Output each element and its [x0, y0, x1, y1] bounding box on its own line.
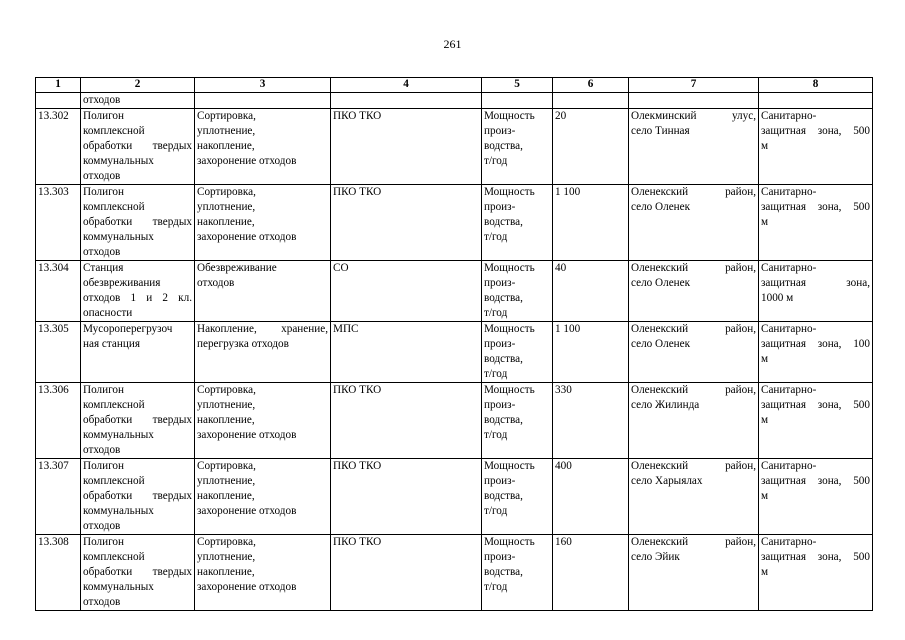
activity-cell	[195, 322, 331, 383]
location-cell	[629, 535, 759, 611]
cell-line: Санитарно-	[761, 460, 817, 472]
cell-line: Сортировка,	[197, 186, 256, 198]
cell-line: захоронение отходов	[197, 581, 297, 593]
cell-line: т/год	[484, 307, 508, 319]
cell-line: Оленекский район,	[631, 460, 756, 472]
activity-cell	[195, 261, 331, 322]
capacity-cell	[482, 383, 553, 459]
zone-cell	[759, 185, 873, 261]
cell-line: отходов	[83, 246, 121, 258]
capacity-cell	[482, 459, 553, 535]
cell-line: м	[761, 140, 769, 152]
cell-line: Оленекский район,	[631, 384, 756, 396]
location-cell	[629, 383, 759, 459]
column-header: 5	[482, 78, 553, 93]
table-row	[36, 383, 873, 459]
cell-line: коммунальных	[83, 155, 154, 167]
table-cell	[759, 93, 873, 109]
cell-line: коммунальных	[83, 505, 154, 517]
zone-cell	[759, 322, 873, 383]
activity-cell	[195, 535, 331, 611]
cell-line: ная станция	[83, 338, 140, 350]
object-type-cell: ПКО ТКО	[331, 535, 482, 611]
cell-line: защитная зона, 500	[761, 125, 870, 137]
cell-line: накопление,	[197, 414, 255, 426]
column-header: 1	[36, 78, 81, 93]
activity-cell	[195, 459, 331, 535]
cell-line: водства,	[484, 414, 523, 426]
cell-line: Мощность	[484, 323, 535, 335]
cell-line: село Харыялах	[631, 475, 703, 487]
location-cell	[629, 322, 759, 383]
cell-line: накопление,	[197, 216, 255, 228]
column-header: 8	[759, 78, 873, 93]
cell-line: Станция	[83, 262, 124, 274]
cell-line: Накопление, хранение,	[197, 323, 328, 335]
cell-line: Сортировка,	[197, 460, 256, 472]
cell-line: Мусороперегрузоч	[83, 323, 173, 335]
object-type-cell: ПКО ТКО	[331, 185, 482, 261]
capacity-cell	[482, 261, 553, 322]
cell-line: опасности	[83, 307, 133, 319]
cell-line: защитная зона, 500	[761, 475, 870, 487]
cell-line: водства,	[484, 353, 523, 365]
table-row	[36, 185, 873, 261]
cell-line: Мощность	[484, 536, 535, 548]
object-type-cell: МПС	[331, 322, 482, 383]
cell-line: Сортировка,	[197, 536, 256, 548]
cell-line: захоронение отходов	[197, 429, 297, 441]
cell-line: уплотнение,	[197, 125, 256, 137]
object-name-cell	[81, 185, 195, 261]
cell-line: произ-	[484, 551, 516, 563]
page-number: 261	[443, 37, 462, 51]
cell-line: захоронение отходов	[197, 505, 297, 517]
capacity-value-cell: 40	[553, 261, 629, 322]
cell-line: Олекминский улус,	[631, 110, 756, 122]
cell-line: захоронение отходов	[197, 231, 297, 243]
cell-line: отходов	[83, 170, 121, 182]
table-row	[36, 459, 873, 535]
cell-line: обработки твердых	[83, 566, 192, 578]
cell-line: накопление,	[197, 566, 255, 578]
cell-line: Мощность	[484, 460, 535, 472]
cell-line: Санитарно-	[761, 384, 817, 396]
table-row	[36, 322, 873, 383]
cell-line: Мощность	[484, 186, 535, 198]
capacity-cell	[482, 109, 553, 185]
object-type-cell: СО	[331, 261, 482, 322]
cell-line: Полигон	[83, 186, 124, 198]
capacity-cell	[482, 535, 553, 611]
cell-line: Мощность	[484, 262, 535, 274]
column-header: 6	[553, 78, 629, 93]
cell-line: Полигон	[83, 110, 124, 122]
cell-line: захоронение отходов	[197, 155, 297, 167]
cell-line: произ-	[484, 201, 516, 213]
activity-cell	[195, 109, 331, 185]
cell-line: произ-	[484, 399, 516, 411]
table-row	[36, 109, 873, 185]
cell-line: произ-	[484, 277, 516, 289]
cell-line: Санитарно-	[761, 186, 817, 198]
location-cell	[629, 261, 759, 322]
cell-line: уплотнение,	[197, 201, 256, 213]
cell-line: обезвреживания	[83, 277, 161, 289]
zone-cell	[759, 535, 873, 611]
cell-line: отходов	[83, 444, 121, 456]
activity-cell	[195, 185, 331, 261]
row-number-cell: 13.302	[36, 109, 81, 185]
cell-line: комплексной	[83, 399, 145, 411]
cell-line: комплексной	[83, 125, 145, 137]
row-number-cell: 13.307	[36, 459, 81, 535]
cell-line: водства,	[484, 292, 523, 304]
activity-cell	[195, 383, 331, 459]
cell-line: Санитарно-	[761, 262, 817, 274]
column-header: 2	[81, 78, 195, 93]
cell-line: уплотнение,	[197, 475, 256, 487]
cell-line: произ-	[484, 338, 516, 350]
object-name-cell	[81, 459, 195, 535]
capacity-cell	[482, 322, 553, 383]
object-name-cell	[81, 383, 195, 459]
cell-line: т/год	[484, 368, 508, 380]
capacity-value-cell: 160	[553, 535, 629, 611]
table-row	[36, 261, 873, 322]
object-name-cell	[81, 109, 195, 185]
cell-line: обработки твердых	[83, 490, 192, 502]
cell-line: обработки твердых	[83, 140, 192, 152]
object-type-cell: ПКО ТКО	[331, 109, 482, 185]
cell-line: т/год	[484, 155, 508, 167]
location-cell	[629, 185, 759, 261]
cell-line: м	[761, 566, 769, 578]
cell-line: водства,	[484, 566, 523, 578]
cell-line: коммунальных	[83, 581, 154, 593]
row-number-cell: 13.305	[36, 322, 81, 383]
cell-line: Оленекский район,	[631, 536, 756, 548]
cell-line: м	[761, 216, 769, 228]
cell-line: Сортировка,	[197, 110, 256, 122]
cell-line: т/год	[484, 231, 508, 243]
cell-line: Санитарно-	[761, 110, 817, 122]
carryover-row	[36, 93, 873, 109]
zone-cell	[759, 459, 873, 535]
object-type-cell: ПКО ТКО	[331, 459, 482, 535]
cell-line: комплексной	[83, 551, 145, 563]
cell-line: комплексной	[83, 201, 145, 213]
column-header: 4	[331, 78, 482, 93]
cell-line: отходов	[83, 520, 121, 532]
cell-line: произ-	[484, 475, 516, 487]
cell-line: защитная зона, 500	[761, 551, 870, 563]
cell-line: комплексной	[83, 475, 145, 487]
cell-line: перегрузка отходов	[197, 338, 289, 350]
object-name-cell	[81, 535, 195, 611]
cell-line: м	[761, 353, 769, 365]
cell-line: Оленекский район,	[631, 262, 756, 274]
cell-line: накопление,	[197, 140, 255, 152]
cell-line: водства,	[484, 140, 523, 152]
cell-line: водства,	[484, 490, 523, 502]
table-cell	[482, 93, 553, 109]
object-type-cell: ПКО ТКО	[331, 383, 482, 459]
cell-line: накопление,	[197, 490, 255, 502]
table-cell	[629, 93, 759, 109]
data-table	[35, 77, 873, 611]
capacity-cell	[482, 185, 553, 261]
cell-line: коммунальных	[83, 429, 154, 441]
row-number-cell: 13.304	[36, 261, 81, 322]
cell-line: водства,	[484, 216, 523, 228]
cell-line: село Оленек	[631, 201, 691, 213]
capacity-value-cell: 20	[553, 109, 629, 185]
cell-line: м	[761, 414, 769, 426]
cell-line: произ-	[484, 125, 516, 137]
cell-line: село Эйик	[631, 551, 680, 563]
column-header: 3	[195, 78, 331, 93]
row-number-cell: 13.308	[36, 535, 81, 611]
cell-line: село Оленек	[631, 338, 691, 350]
table-cell	[36, 93, 81, 109]
table-cell	[553, 93, 629, 109]
cell-line: Санитарно-	[761, 536, 817, 548]
cell-line: Полигон	[83, 384, 124, 396]
cell-line: защитная зона,	[761, 277, 870, 289]
cell-line: Оленекский район,	[631, 186, 756, 198]
cell-line: Мощность	[484, 110, 535, 122]
cell-line: Полигон	[83, 536, 124, 548]
object-name-cell	[81, 261, 195, 322]
row-number-cell: 13.306	[36, 383, 81, 459]
capacity-value-cell: 400	[553, 459, 629, 535]
location-cell	[629, 459, 759, 535]
cell-line: защитная зона, 500	[761, 399, 870, 411]
table-cell	[331, 93, 482, 109]
cell-line: Сортировка,	[197, 384, 256, 396]
column-header: 7	[629, 78, 759, 93]
row-number-cell: 13.303	[36, 185, 81, 261]
table-cell: отходов	[81, 93, 195, 109]
cell-line: т/год	[484, 581, 508, 593]
cell-line: село Оленек	[631, 277, 691, 289]
cell-line: Обезвреживание	[197, 262, 277, 274]
cell-line: уплотнение,	[197, 551, 256, 563]
capacity-value-cell: 1 100	[553, 185, 629, 261]
cell-line: т/год	[484, 429, 508, 441]
cell-line: т/год	[484, 505, 508, 517]
location-cell	[629, 109, 759, 185]
cell-line: Санитарно-	[761, 323, 817, 335]
cell-line: отходов	[197, 277, 235, 289]
table-cell	[195, 93, 331, 109]
cell-line: м	[761, 490, 769, 502]
cell-line: село Жилинда	[631, 399, 700, 411]
cell-line: защитная зона, 500	[761, 201, 870, 213]
zone-cell	[759, 261, 873, 322]
cell-line: уплотнение,	[197, 399, 256, 411]
cell-line: коммунальных	[83, 231, 154, 243]
cell-line: Мощность	[484, 384, 535, 396]
capacity-value-cell: 1 100	[553, 322, 629, 383]
table-header-row	[36, 78, 873, 93]
cell-line: обработки твердых	[83, 216, 192, 228]
cell-line: Оленекский район,	[631, 323, 756, 335]
cell-line: отходов 1 и 2 кл.	[83, 292, 192, 304]
object-name-cell	[81, 322, 195, 383]
capacity-value-cell: 330	[553, 383, 629, 459]
zone-cell	[759, 109, 873, 185]
cell-line: защитная зона, 100	[761, 338, 870, 350]
zone-cell	[759, 383, 873, 459]
cell-line: 1000 м	[761, 292, 794, 304]
cell-line: Полигон	[83, 460, 124, 472]
cell-line: обработки твердых	[83, 414, 192, 426]
cell-line: отходов	[83, 596, 121, 608]
cell-line: село Тинная	[631, 125, 690, 137]
table-row	[36, 535, 873, 611]
